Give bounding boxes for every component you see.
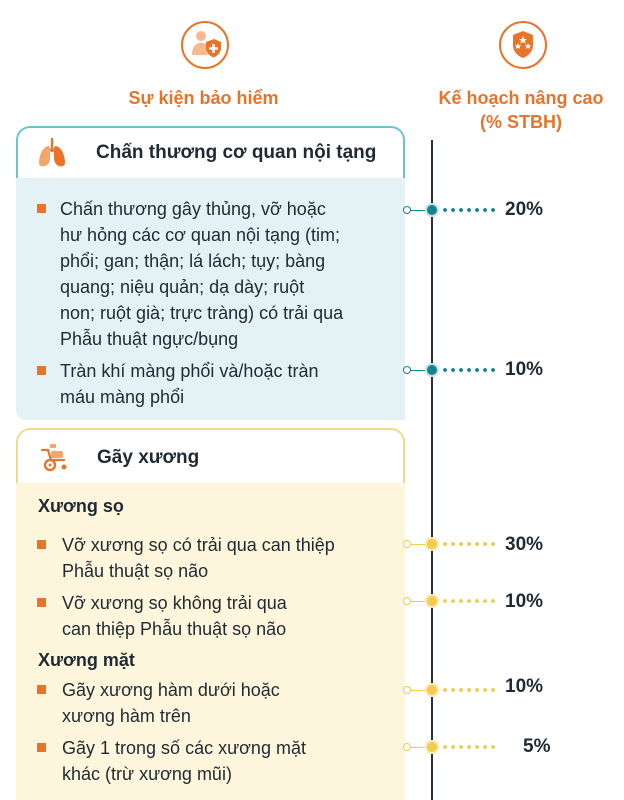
plan-label-line-2: (% STBH) bbox=[480, 112, 562, 132]
item-line: xương hàm trên bbox=[62, 706, 191, 726]
item-line: Vỡ xương sọ có trải qua can thiệp bbox=[62, 535, 335, 555]
section-organ-title: Chấn thương cơ quan nội tạng bbox=[96, 142, 377, 163]
dotted-leader bbox=[441, 208, 495, 212]
connector-line bbox=[410, 601, 426, 603]
bullet-marker bbox=[37, 366, 46, 375]
connector-line bbox=[410, 747, 426, 749]
item-line: Phẫu thuật ngực/bụng bbox=[60, 329, 239, 349]
timeline-node bbox=[425, 363, 439, 377]
face-item-1-value: 10% bbox=[505, 676, 544, 697]
item-line: khác (trừ xương mũi) bbox=[62, 764, 232, 784]
plan-column-label bbox=[421, 86, 621, 134]
timeline-line bbox=[431, 140, 433, 800]
item-line: Phẫu thuật sọ não bbox=[62, 561, 209, 581]
group-skull-title: Xương sọ bbox=[38, 496, 124, 516]
timeline-node bbox=[425, 594, 439, 608]
timeline-node bbox=[425, 683, 439, 697]
timeline-node bbox=[425, 740, 439, 754]
item-line: Vỡ xương sọ không trải qua bbox=[62, 593, 287, 613]
organ-item-1-value: 20% bbox=[505, 199, 544, 220]
timeline-node bbox=[425, 537, 439, 551]
face-item-2 bbox=[62, 735, 402, 787]
section-fracture-header bbox=[16, 428, 405, 483]
face-item-1 bbox=[62, 677, 402, 729]
connector-line bbox=[410, 690, 426, 692]
person-shield-icon bbox=[183, 23, 227, 67]
organ-item-1 bbox=[60, 196, 405, 352]
item-line: quang; niệu quản; dạ dày; ruột bbox=[60, 277, 305, 297]
item-line: Tràn khí màng phổi và/hoặc tràn bbox=[60, 361, 319, 381]
organ-item-2-value: 10% bbox=[505, 359, 544, 380]
dotted-leader bbox=[441, 688, 495, 692]
lungs-icon bbox=[37, 137, 67, 169]
bullet-marker bbox=[37, 685, 46, 694]
organ-item-2 bbox=[60, 358, 405, 410]
connector-line bbox=[410, 544, 426, 546]
face-item-2-value: 5% bbox=[523, 736, 551, 757]
dotted-leader bbox=[441, 542, 495, 546]
skull-item-2-value: 10% bbox=[505, 591, 544, 612]
skull-item-1 bbox=[62, 532, 402, 584]
bullet-marker bbox=[37, 540, 46, 549]
item-line: Gãy xương hàm dưới hoặc bbox=[62, 680, 280, 700]
timeline-node bbox=[425, 203, 439, 217]
item-line: máu màng phổi bbox=[60, 387, 185, 407]
dotted-leader bbox=[441, 368, 495, 372]
dotted-leader bbox=[441, 599, 495, 603]
skull-item-2 bbox=[62, 590, 402, 642]
item-line: phổi; gan; thận; lá lách; tụy; bàng bbox=[60, 251, 326, 271]
connector-line bbox=[410, 210, 426, 212]
plan-header-icon bbox=[499, 21, 547, 69]
bullet-marker bbox=[37, 598, 46, 607]
section-organ-header bbox=[16, 126, 405, 178]
plan-label-line-1: Kế hoạch nâng cao bbox=[438, 88, 604, 108]
skull-item-1-value: 30% bbox=[505, 534, 544, 555]
item-line: non; ruột già; trực tràng) có trải qua bbox=[60, 303, 344, 323]
event-header-icon bbox=[181, 21, 229, 69]
group-face-title: Xương mặt bbox=[38, 650, 135, 670]
section-fracture-title: Gãy xương bbox=[97, 447, 200, 468]
connector-line bbox=[410, 370, 426, 372]
item-line: Chấn thương gây thủng, vỡ hoặc bbox=[60, 199, 326, 219]
wheelchair-icon bbox=[38, 440, 70, 472]
stars-shield-icon bbox=[501, 23, 545, 67]
item-line: Gãy 1 trong số các xương mặt bbox=[62, 738, 306, 758]
dotted-leader bbox=[441, 745, 495, 749]
item-line: can thiệp Phẫu thuật sọ não bbox=[62, 619, 287, 639]
bullet-marker bbox=[37, 743, 46, 752]
event-column-label: Sự kiện bảo hiểm bbox=[128, 88, 279, 108]
item-line: hư hỏng các cơ quan nội tạng (tim; bbox=[60, 225, 341, 245]
bullet-marker bbox=[37, 204, 46, 213]
